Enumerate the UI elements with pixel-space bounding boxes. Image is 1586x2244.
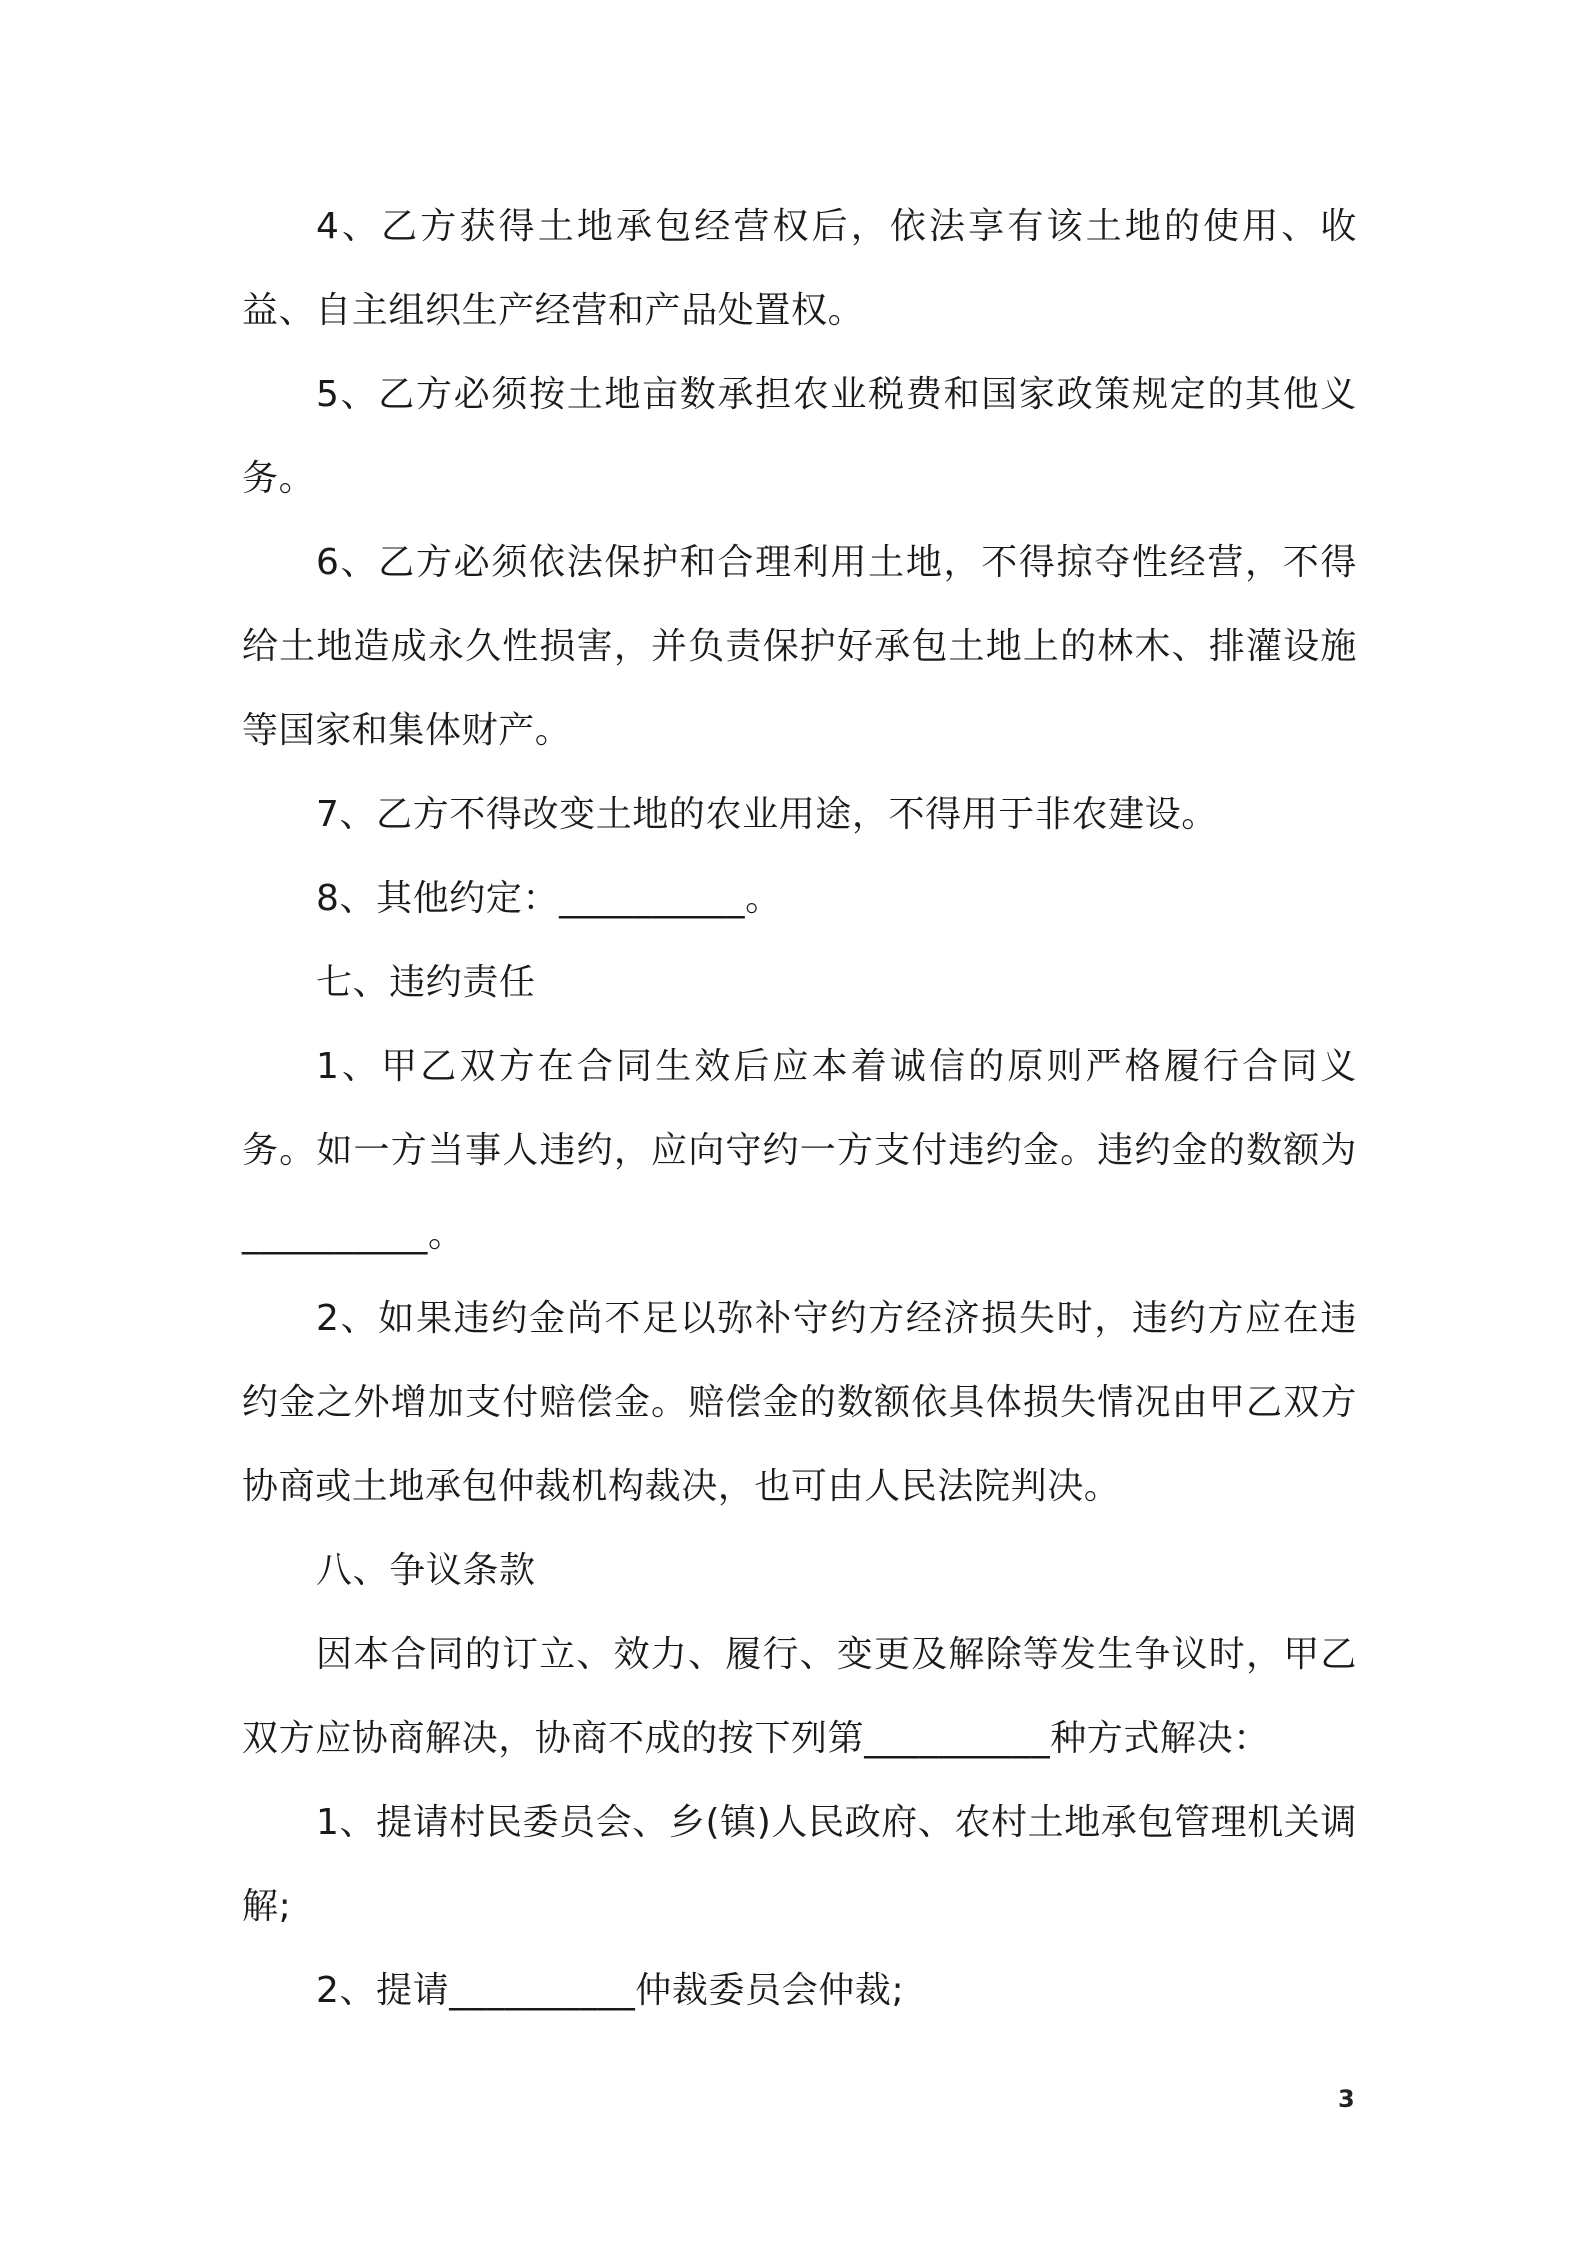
disputes-option-2: 2、提请__________仲裁委员会仲裁;	[316, 1970, 905, 2011]
disputes-option-1: 1、提请村民委员会、乡(镇)人民政府、农村土地承包管理机关调解;	[242, 1802, 1357, 1927]
clause-6-land-protection: 6、乙方必须依法保护和合理利用土地，不得掠夺性经营，不得给土地造成永久性损害，并负责保护好承包土地上的林木、排灌设施等国家和集体财产。	[242, 542, 1357, 751]
contract-body	[242, 185, 1357, 2033]
liability-clause-1: 1、甲乙双方在合同生效后应本着诚信的原则严格履行合同义务。如一方当事人违约，应向守约一方支付违约金。违约金的数额为__________。	[242, 1046, 1357, 1255]
liability-clause-2: 2、如果违约金尚不足以弥补守约方经济损失时，违约方应在违约金之外增加支付赔偿金。赔偿金的数额依具体损失情况由甲乙双方协商或土地承包仲裁机构裁决，也可由人民法院判决。	[242, 1298, 1357, 1507]
clause-4-land-rights: 4、乙方获得土地承包经营权后，依法享有该土地的使用、收益、自主组织生产经营和产品处置权。	[242, 206, 1357, 331]
clause-7-agricultural-use: 7、乙方不得改变土地的农业用途，不得用于非农建设。	[316, 794, 1218, 835]
section-heading-disputes: 八、争议条款	[316, 1550, 536, 1591]
clause-5-tax-obligations: 5、乙方必须按土地亩数承担农业税费和国家政策规定的其他义务。	[242, 374, 1357, 499]
disputes-intro: 因本合同的订立、效力、履行、变更及解除等发生争议时，甲乙双方应协商解决，协商不成的按下列第__________种方式解决：	[242, 1634, 1357, 1759]
section-heading-liability: 七、违约责任	[316, 962, 536, 1003]
clause-8-other-terms: 8、其他约定：__________。	[316, 878, 782, 919]
page-number: 3	[1338, 2085, 1355, 2113]
